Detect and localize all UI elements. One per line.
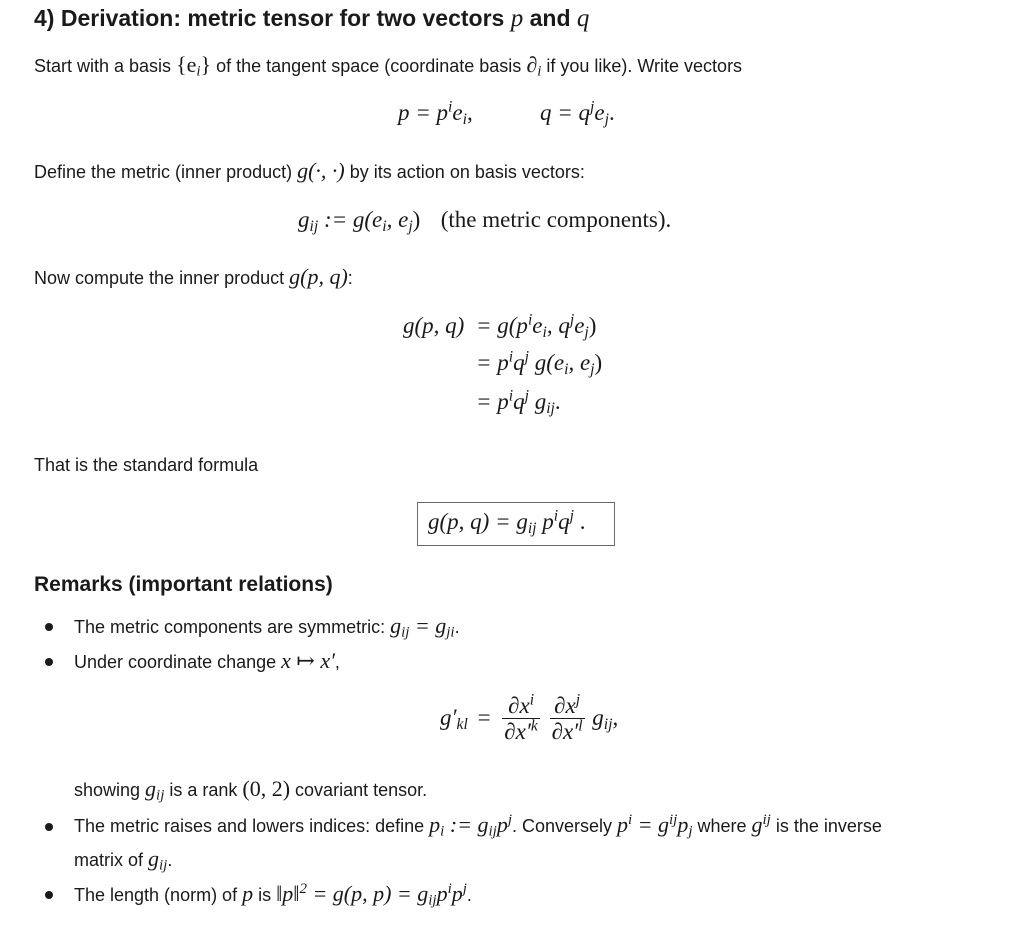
bullet-dot	[45, 658, 53, 666]
bullet-dot	[45, 823, 53, 831]
bullet-dot	[45, 623, 53, 631]
remark-symmetric: The metric components are symmetric: $g_{ij} = g_{ji}$.	[74, 613, 460, 641]
intro-paragraph: Start with a basis $\{e_i\}$ of the tangent space (coordinate basis $\partial_i$ if you like). Write vectors	[34, 52, 743, 80]
vector-q-equation: $q = q^je_j$.	[540, 98, 615, 128]
metric-components-equation: $g_{ij}$ := $g(e_i$, $e_j$) (the metric components).	[298, 207, 672, 235]
remark-coordinate-change: Under coordinate change x ↦ x′,	[74, 648, 340, 673]
standard-formula-text: That is the standard formula	[34, 455, 259, 475]
derivation-line-2: = $p^iq^j$ $g(e_i$, $e_j$)	[476, 348, 603, 378]
transformation-law-equation: $g'_{kl}$ = $\frac{\partial x^i}{\partial x'^k}$ $\frac{\partial x^j}{\partial x'^l}$ $g_{ij}$,	[440, 691, 619, 745]
derivation-line-1: = $g(p^ie_i$, $q^je_j$)	[476, 311, 597, 341]
fraction-1: $\frac{\partial x^i}{\partial x'^k}$	[504, 691, 538, 745]
define-paragraph: Define the metric (inner product) g(·, ·) by its action on basis vectors:	[34, 158, 585, 183]
remark-raise-lower-continued: matrix of $g_{ij}$.	[74, 846, 173, 874]
derivation-line-1-lhs: g(p, q)	[403, 313, 465, 338]
rank-statement: showing $g_{ij}$ is a rank (0, 2) covariant tensor.	[74, 776, 428, 804]
remark-norm: The length (norm) of p is ‖p‖$^2$ = g(p, $p) = g_{ij}p^ip^j$.	[74, 880, 472, 909]
remarks-heading: Remarks (important relations)	[34, 573, 333, 596]
derivation-line-3: = $p^iq^j$ $g_{ij}$.	[476, 387, 561, 417]
bullet-dot	[45, 891, 53, 899]
fraction-2: $\frac{\partial x^j}{\partial x'^l}$	[551, 691, 583, 745]
section-heading: 4) Derivation: metric tensor for two vectors p and q	[34, 5, 590, 32]
boxed-formula: g(p, $q) = g_{ij}$ $p^iq^j$ .	[428, 507, 586, 537]
compute-paragraph: Now compute the inner product g(p, q):	[34, 264, 353, 289]
vector-p-equation: $p = p^ie_i$,	[398, 98, 473, 128]
remark-raise-lower: The metric raises and lowers indices: define $p_i$ := $g_{ij}p^j$. Conversely $p^i = g^{ij}p_j$ where $g^{ij}$ is the inverse	[74, 811, 882, 840]
